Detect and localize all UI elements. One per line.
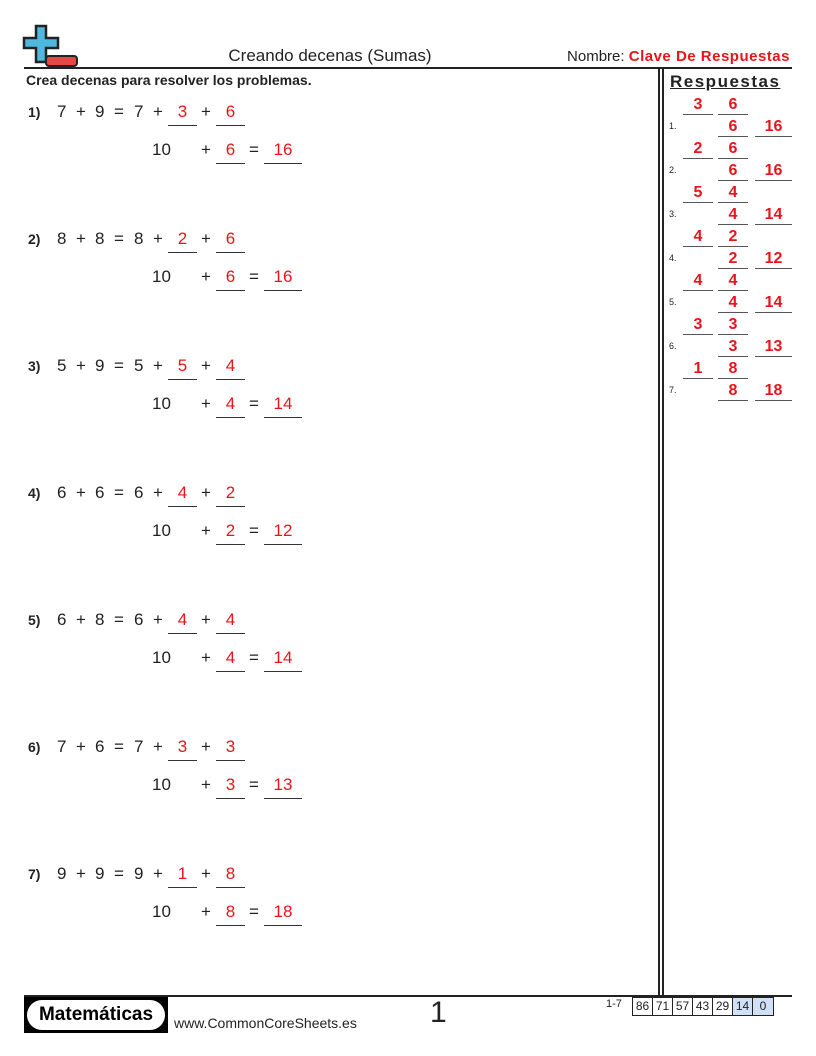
key-rest: 8 xyxy=(718,381,748,401)
remainder-answer[interactable]: 3 xyxy=(216,737,245,761)
addend-a-repeat: 9 xyxy=(134,864,144,883)
equals-sign: = xyxy=(114,356,124,375)
key-fill1: 2 xyxy=(683,139,713,159)
key-sum: 12 xyxy=(755,249,792,269)
score-cell: 14 xyxy=(733,998,753,1015)
answer-key-item xyxy=(666,359,796,403)
addend-b: 9 xyxy=(95,102,105,121)
answer-key-item xyxy=(666,271,796,315)
addend-a: 6 xyxy=(57,483,67,502)
addend-a-repeat: 6 xyxy=(134,610,144,629)
plus-sign: + xyxy=(153,864,163,883)
sum-answer[interactable]: 16 xyxy=(264,267,302,291)
key-rest: 2 xyxy=(718,249,748,269)
score-cell: 86 xyxy=(633,998,653,1015)
equals-sign: = xyxy=(249,140,259,159)
plus-sign: + xyxy=(201,521,211,540)
addend-a: 8 xyxy=(57,229,67,248)
plus-sign: + xyxy=(201,483,211,502)
addend-a-repeat: 8 xyxy=(134,229,144,248)
key-sum: 16 xyxy=(755,117,792,137)
plus-sign: + xyxy=(201,140,211,159)
addend-a: 6 xyxy=(57,610,67,629)
remainder-answer[interactable]: 6 xyxy=(216,102,245,126)
key-sum: 14 xyxy=(755,293,792,313)
ten-value: 10 xyxy=(152,267,171,286)
answer-key-label: 7. xyxy=(669,385,677,395)
problem-number: 6) xyxy=(28,739,41,755)
addend-b: 9 xyxy=(95,356,105,375)
plus-sign: + xyxy=(201,229,211,248)
key-rest: 6 xyxy=(718,117,748,137)
make-ten-answer[interactable]: 4 xyxy=(168,483,197,507)
logo-text: Matemáticas xyxy=(27,1000,165,1030)
plus-sign: + xyxy=(153,229,163,248)
ten-value: 10 xyxy=(152,394,171,413)
make-ten-answer[interactable]: 3 xyxy=(168,737,197,761)
problem-number: 1) xyxy=(28,104,41,120)
key-rest: 6 xyxy=(718,161,748,181)
equals-sign: = xyxy=(249,902,259,921)
ten-value: 10 xyxy=(152,521,171,540)
equals-sign: = xyxy=(114,737,124,756)
sum-answer[interactable]: 13 xyxy=(264,775,302,799)
make-ten-answer[interactable]: 4 xyxy=(168,610,197,634)
plus-sign: + xyxy=(201,267,211,286)
addend-b: 6 xyxy=(95,483,105,502)
answer-key-label: 1. xyxy=(669,121,677,131)
score-range: 1-7 xyxy=(606,998,622,1010)
addend-b: 9 xyxy=(95,864,105,883)
ten-value: 10 xyxy=(152,902,171,921)
key-fill2: 2 xyxy=(718,227,748,247)
plus-sign: + xyxy=(201,864,211,883)
ten-value: 10 xyxy=(152,140,171,159)
sum-answer[interactable]: 18 xyxy=(264,902,302,926)
sum-answer[interactable]: 14 xyxy=(264,648,302,672)
key-fill2: 3 xyxy=(718,315,748,335)
key-fill1: 4 xyxy=(683,271,713,291)
problem xyxy=(0,102,650,192)
key-sum: 16 xyxy=(755,161,792,181)
problem xyxy=(0,610,650,700)
addend-a-repeat: 6 xyxy=(134,483,144,502)
equals-sign: = xyxy=(249,775,259,794)
plus-sign: + xyxy=(153,483,163,502)
key-fill2: 6 xyxy=(718,95,748,115)
equals-sign: = xyxy=(249,267,259,286)
plus-sign: + xyxy=(201,902,211,921)
plus-sign: + xyxy=(76,864,86,883)
worksheet-title: Creando decenas (Sumas) xyxy=(228,46,432,65)
make-ten-answer[interactable]: 2 xyxy=(168,229,197,253)
answer-key-label: 6. xyxy=(669,341,677,351)
remainder-answer-2[interactable]: 6 xyxy=(216,140,245,164)
equals-sign: = xyxy=(249,394,259,413)
name-value: Clave De Respuestas xyxy=(628,48,790,65)
plus-sign: + xyxy=(76,737,86,756)
key-fill1: 5 xyxy=(683,183,713,203)
key-rest: 4 xyxy=(718,205,748,225)
score-cell: 0 xyxy=(753,998,773,1015)
equals-sign: = xyxy=(249,648,259,667)
remainder-answer-2[interactable]: 4 xyxy=(216,648,245,672)
key-rest: 3 xyxy=(718,337,748,357)
plus-sign: + xyxy=(201,775,211,794)
answer-key-item xyxy=(666,227,796,271)
remainder-answer[interactable]: 4 xyxy=(216,610,245,634)
name-label: Nombre: xyxy=(567,48,625,65)
plus-sign: + xyxy=(153,737,163,756)
plus-sign: + xyxy=(201,102,211,121)
addend-a: 7 xyxy=(57,737,67,756)
plus-sign: + xyxy=(76,356,86,375)
ten-value: 10 xyxy=(152,648,171,667)
instructions: Crea decenas para resolver los problemas. xyxy=(26,72,312,88)
plus-sign: + xyxy=(153,356,163,375)
plus-sign: + xyxy=(201,648,211,667)
problem xyxy=(0,864,650,954)
plus-sign: + xyxy=(201,394,211,413)
key-fill1: 1 xyxy=(683,359,713,379)
score-cell: 43 xyxy=(693,998,713,1015)
equals-sign: = xyxy=(114,864,124,883)
score-cell: 29 xyxy=(713,998,733,1015)
remainder-answer[interactable]: 8 xyxy=(216,864,245,888)
sum-answer[interactable]: 14 xyxy=(264,394,302,418)
remainder-answer-2[interactable]: 3 xyxy=(216,775,245,799)
answer-key-label: 5. xyxy=(669,297,677,307)
key-fill2: 4 xyxy=(718,183,748,203)
problem-number: 3) xyxy=(28,358,41,374)
problem xyxy=(0,229,650,319)
key-sum: 13 xyxy=(755,337,792,357)
answer-key-label: 2. xyxy=(669,165,677,175)
plus-sign: + xyxy=(153,102,163,121)
sum-answer[interactable]: 16 xyxy=(264,140,302,164)
make-ten-answer[interactable]: 5 xyxy=(168,356,197,380)
plus-sign: + xyxy=(153,610,163,629)
make-ten-answer[interactable]: 1 xyxy=(168,864,197,888)
brand-logo xyxy=(24,997,168,1033)
addend-a: 7 xyxy=(57,102,67,121)
addend-b: 8 xyxy=(95,610,105,629)
remainder-answer-2[interactable]: 6 xyxy=(216,267,245,291)
answer-key-label: 4. xyxy=(669,253,677,263)
answer-key-item xyxy=(666,139,796,183)
site-url: www.CommonCoreSheets.es xyxy=(174,1015,357,1031)
score-table xyxy=(632,997,774,1016)
remainder-answer[interactable]: 4 xyxy=(216,356,245,380)
score-cell: 57 xyxy=(673,998,693,1015)
ten-value: 10 xyxy=(152,775,171,794)
key-fill2: 6 xyxy=(718,139,748,159)
score-cell: 71 xyxy=(653,998,673,1015)
remainder-answer-2[interactable]: 4 xyxy=(216,394,245,418)
problem-number: 5) xyxy=(28,612,41,628)
plus-sign: + xyxy=(201,356,211,375)
problem xyxy=(0,356,650,446)
key-fill1: 3 xyxy=(683,95,713,115)
key-fill1: 3 xyxy=(683,315,713,335)
make-ten-answer[interactable]: 3 xyxy=(168,102,197,126)
plus-sign: + xyxy=(201,610,211,629)
answer-key-label: 3. xyxy=(669,209,677,219)
problem-number: 7) xyxy=(28,866,41,882)
column-divider xyxy=(658,67,664,995)
problem-number: 2) xyxy=(28,231,41,247)
key-fill1: 4 xyxy=(683,227,713,247)
page-number: 1 xyxy=(430,996,447,1029)
plus-sign: + xyxy=(76,229,86,248)
equals-sign: = xyxy=(114,610,124,629)
header-divider xyxy=(24,67,792,69)
equals-sign: = xyxy=(249,521,259,540)
key-rest: 4 xyxy=(718,293,748,313)
answer-key-item xyxy=(666,95,796,139)
key-fill2: 4 xyxy=(718,271,748,291)
plus-sign: + xyxy=(76,102,86,121)
addend-a: 5 xyxy=(57,356,67,375)
equals-sign: = xyxy=(114,229,124,248)
name-field xyxy=(567,48,790,65)
addend-a-repeat: 5 xyxy=(134,356,144,375)
plus-sign: + xyxy=(201,737,211,756)
key-fill2: 8 xyxy=(718,359,748,379)
key-sum: 18 xyxy=(755,381,792,401)
equals-sign: = xyxy=(114,102,124,121)
answer-key-item xyxy=(666,183,796,227)
addend-b: 8 xyxy=(95,229,105,248)
sum-answer[interactable]: 12 xyxy=(264,521,302,545)
key-sum: 14 xyxy=(755,205,792,225)
problem xyxy=(0,483,650,573)
equals-sign: = xyxy=(114,483,124,502)
addend-b: 6 xyxy=(95,737,105,756)
addend-a-repeat: 7 xyxy=(134,737,144,756)
plus-sign: + xyxy=(76,483,86,502)
remainder-answer[interactable]: 2 xyxy=(216,483,245,507)
answer-key-item xyxy=(666,315,796,359)
addend-a-repeat: 7 xyxy=(134,102,144,121)
plus-sign: + xyxy=(76,610,86,629)
remainder-answer-2[interactable]: 8 xyxy=(216,902,245,926)
problem xyxy=(0,737,650,827)
remainder-answer[interactable]: 6 xyxy=(216,229,245,253)
answers-title: Respuestas xyxy=(670,72,781,91)
problem-number: 4) xyxy=(28,485,41,501)
addend-a: 9 xyxy=(57,864,67,883)
remainder-answer-2[interactable]: 2 xyxy=(216,521,245,545)
